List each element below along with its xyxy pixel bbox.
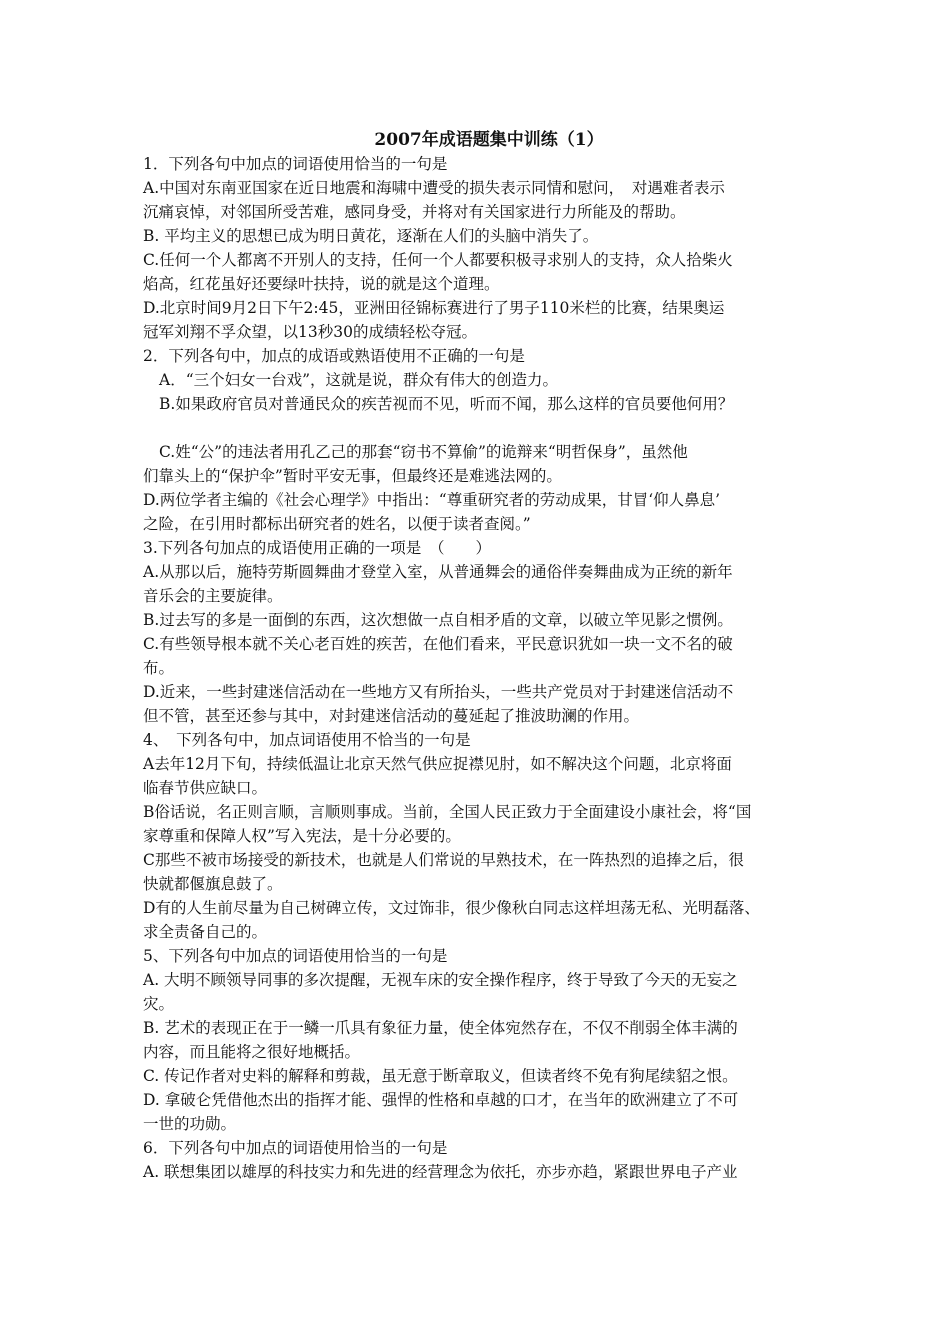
- text-line: A.从那以后，施特劳斯圆舞曲才登堂入室，从普通舞会的通俗伴奏舞曲成为正统的新年: [143, 563, 733, 581]
- text-line: A. 大明不顾领导同事的多次提醒，无视车床的安全操作程序，终于导致了今天的无妄之: [143, 971, 738, 989]
- text-line: 5、下列各句中加点的词语使用恰当的一句是: [143, 947, 448, 965]
- text-line: 求全责备自己的。: [143, 923, 268, 941]
- text-line: 6．下列各句中加点的词语使用恰当的一句是: [143, 1139, 448, 1157]
- text-line: [143, 416, 823, 440]
- text-line: C.任何一个人都离不开别人的支持，任何一个人都要积极寻求别人的支持，众人拾柴火: [143, 251, 733, 269]
- text-line: 但不管，甚至还参与其中，对封建迷信活动的蔓延起了推波助澜的作用。: [143, 707, 640, 725]
- text-line: C.姓“公”的违法者用孔乙己的那套“窃书不算偷”的诡辩来“明哲保身”，虽然他: [159, 443, 688, 461]
- text-line: B. 平均主义的思想已成为明日黄花，逐渐在人们的头脑中消失了。: [143, 227, 599, 245]
- document-body: [143, 152, 823, 1184]
- text-line: 快就都偃旗息鼓了。: [143, 875, 283, 893]
- text-line: 临春节供应缺口。: [143, 779, 268, 797]
- text-line: D.北京时间9月2日下午2:45，亚洲田径锦标赛进行了男子110米栏的比赛，结果奥运: [143, 299, 725, 317]
- text-line: 冠军刘翔不孚众望，以13秒30的成绩轻松夺冠。: [143, 323, 477, 341]
- text-line: A. 联想集团以雄厚的科技实力和先进的经营理念为依托，亦步亦趋，紧跟世界电子产业: [143, 1163, 738, 1181]
- text-line: 布。: [143, 659, 175, 677]
- text-line: 1．下列各句中加点的词语使用恰当的一句是: [143, 155, 448, 173]
- text-line: D有的人生前尽量为自己树碑立传，文过饰非，很少像秋白同志这样坦荡无私、光明磊落、: [143, 899, 760, 917]
- text-line: 之险，在引用时都标出研究者的姓名，以便于读者查阅。”: [143, 515, 531, 533]
- text-line: D. 拿破仑凭借他杰出的指挥才能、强悍的性格和卓越的口才，在当年的欧洲建立了不可: [143, 1091, 739, 1109]
- text-line: 家尊重和保障人权”写入宪法，是十分必要的。: [143, 827, 461, 845]
- text-line: 们靠头上的“保护伞”暂时平安无事，但最终还是难逃法网的。: [143, 467, 562, 485]
- text-line: D.近来，一些封建迷信活动在一些地方又有所抬头，一些共产党员对于封建迷信活动不: [143, 683, 734, 701]
- text-line: 音乐会的主要旋律。: [143, 587, 283, 605]
- text-line: 3.下列各句加点的成语使用正确的一项是 （ ）: [143, 539, 492, 557]
- document-page: [143, 128, 823, 1184]
- text-line: 焰高，红花虽好还要绿叶扶持，说的就是这个道理。: [143, 275, 500, 293]
- text-line: 沉痛哀悼，对邻国所受苦难，感同身受，并将对有关国家进行力所能及的帮助。: [143, 203, 686, 221]
- text-line: A．“三个妇女一台戏”，这就是说，群众有伟大的创造力。: [159, 371, 559, 389]
- document-title: 2007年成语题集中训练（1）: [374, 130, 604, 150]
- text-line: A去年12月下旬，持续低温让北京天然气供应捉襟见肘，如不解决这个问题，北京将面: [143, 755, 732, 773]
- text-line: B.过去写的多是一面倒的东西，这次想做一点自相矛盾的文章，以破立竿见影之惯例。: [143, 611, 733, 629]
- text-line: 2．下列各句中，加点的成语或熟语使用不正确的一句是: [143, 347, 525, 365]
- text-line: B俗话说，名正则言顺，言顺则事成。当前，全国人民正致力于全面建设小康社会，将“国: [143, 803, 752, 821]
- text-line: 灾。: [143, 995, 175, 1013]
- text-line: C.有些领导根本就不关心老百姓的疾苦，在他们看来，平民意识犹如一块一文不名的破: [143, 635, 733, 653]
- text-line: B.如果政府官员对普通民众的疾苦视而不见，听而不闻，那么这样的官员要他何用？: [159, 395, 734, 413]
- text-line: A.中国对东南亚国家在近日地震和海啸中遭受的损失表示同情和慰问， 对遇难者表示: [143, 179, 725, 197]
- text-line: 一世的功勋。: [143, 1115, 237, 1133]
- text-line: 内容，而且能将之很好地概括。: [143, 1043, 361, 1061]
- text-line: B. 艺术的表现正在于一鳞一爪具有象征力量，使全体宛然存在，不仅不削弱全体丰满的: [143, 1019, 738, 1037]
- text-line: 4、 下列各句中，加点词语使用不恰当的一句是: [143, 731, 471, 749]
- text-line: C那些不被市场接受的新技术，也就是人们常说的早熟技术，在一阵热烈的追捧之后，很: [143, 851, 744, 869]
- text-line: C. 传记作者对史料的解释和剪裁，虽无意于断章取义，但读者终不免有狗尾续貂之恨。: [143, 1067, 738, 1085]
- text-line: D.两位学者主编的《社会心理学》中指出：“尊重研究者的劳动成果，甘冒‘仰人鼻息’: [143, 491, 721, 509]
